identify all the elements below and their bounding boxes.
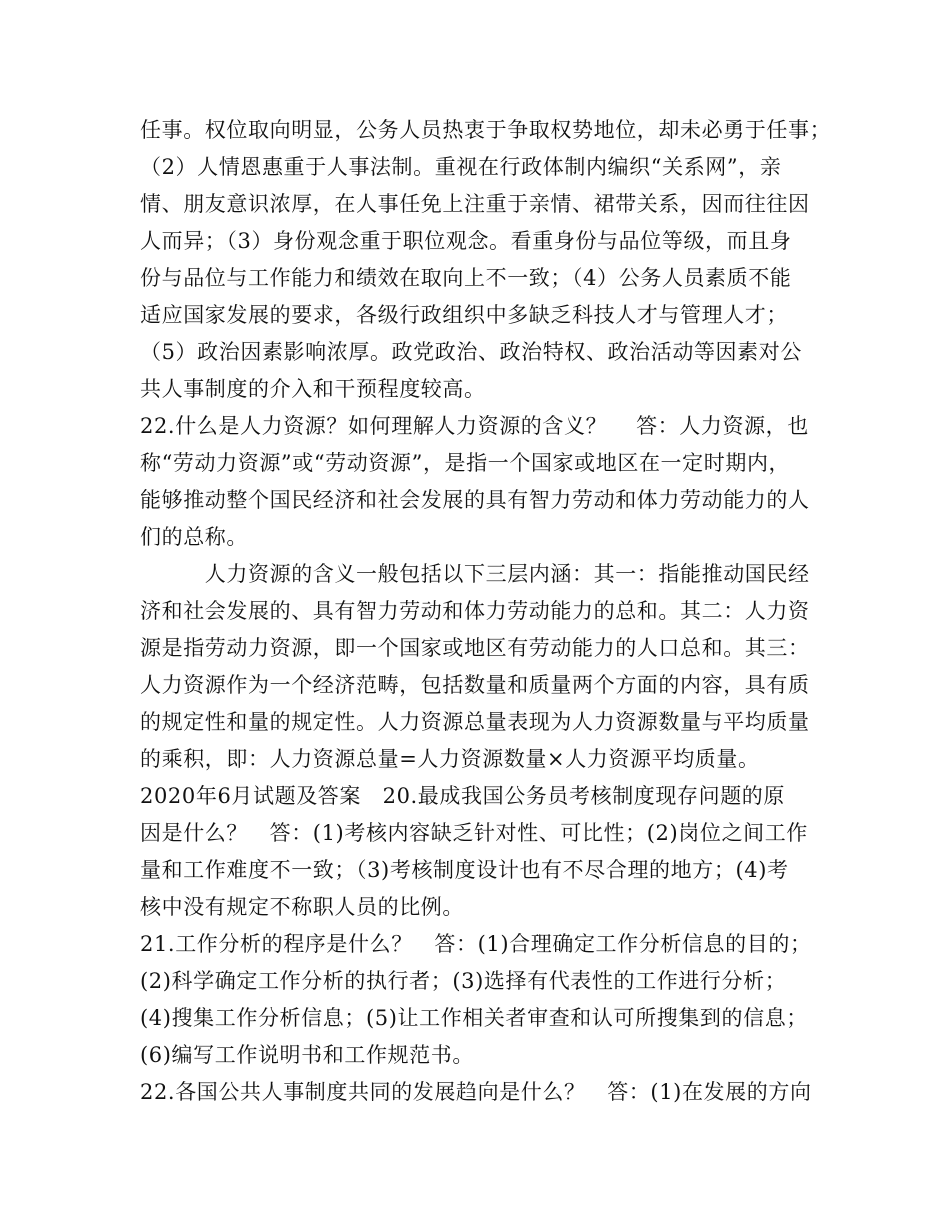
text-line: 因是什么？ 答：(1)考核内容缺乏针对性、可比性；(2)岗位之间工作 [140, 821, 808, 845]
text-line: （2）人情恩惠重于人事法制。重视在行政体制内编织“关系网”，亲 [140, 155, 782, 179]
question-21-line: 21.工作分析的程序是什么？ 答：(1)合理确定工作分析信息的目的； [140, 932, 812, 956]
text-line: 们的总称。 [140, 525, 248, 549]
text-line: 共人事制度的介入和干预程度较高。 [140, 377, 486, 401]
text-line: 的乘积，即：人力资源总量=人力资源数量×人力资源平均质量。 [140, 747, 760, 771]
question-22-line: 22.什么是人力资源？如何理解人力资源的含义？ 答：人力资源，也 [140, 414, 809, 438]
text-line: (4)搜集工作分析信息；(5)让工作相关者审查和认可所搜集到的信息； [140, 1006, 808, 1030]
text-line: 适应国家发展的要求，各级行政组织中多缺乏科技人才与管理人才； [140, 303, 788, 327]
text-line: 量和工作难度不一致；（3)考核制度设计也有不尽合理的地方；(4)考 [140, 858, 789, 882]
exam-section-line: 2020年6月试题及答案 20.最成我国公务员考核制度现存问题的原 [140, 784, 785, 808]
text-line: 情、朋友意识浓厚，在人事任免上注重于亲情、裙带关系，因而往往因 [140, 192, 810, 216]
text-line: (2)科学确定工作分析的执行者；(3)选择有代表性的工作进行分析； [140, 969, 787, 993]
text-line: (6)编写工作说明书和工作规范书。 [140, 1043, 474, 1067]
text-line: 份与品位与工作能力和绩效在取向上不一致；（4）公务人员素质不能 [140, 266, 792, 290]
text-line: 任事。权位取向明显，公务人员热衷于争取权势地位，却未必勇于任事； [140, 118, 832, 142]
text-line: 人力资源的含义一般包括以下三层内涵：其一：指能推动国民经 [140, 562, 810, 586]
document-body [140, 112, 832, 1111]
text-line: 称“劳动力资源”或“劳动资源”，是指一个国家或地区在一定时期内， [140, 451, 791, 475]
question-22b-line: 22.各国公共人事制度共同的发展趋向是什么？ 答：(1)在发展的方向 [140, 1080, 812, 1104]
text-line: （5）政治因素影响浓厚。政党政治、政治特权、政治活动等因素对公 [140, 340, 802, 364]
text-line: 人而异；（3）身份观念重于职位观念。看重身份与品位等级，而且身 [140, 229, 792, 253]
text-line: 源是指劳动力资源，即一个国家或地区有劳动能力的人口总和。其三： [140, 636, 810, 660]
text-line: 济和社会发展的、具有智力劳动和体力劳动能力的总和。其二：人力资 [140, 599, 810, 623]
text-line: 核中没有规定不称职人员的比例。 [140, 895, 464, 919]
text-line: 能够推动整个国民经济和社会发展的具有智力劳动和体力劳动能力的人 [140, 488, 810, 512]
text-line: 人力资源作为一个经济范畴，包括数量和质量两个方面的内容，具有质 [140, 673, 810, 697]
text-line: 的规定性和量的规定性。人力资源总量表现为人力资源数量与平均质量 [140, 710, 810, 734]
